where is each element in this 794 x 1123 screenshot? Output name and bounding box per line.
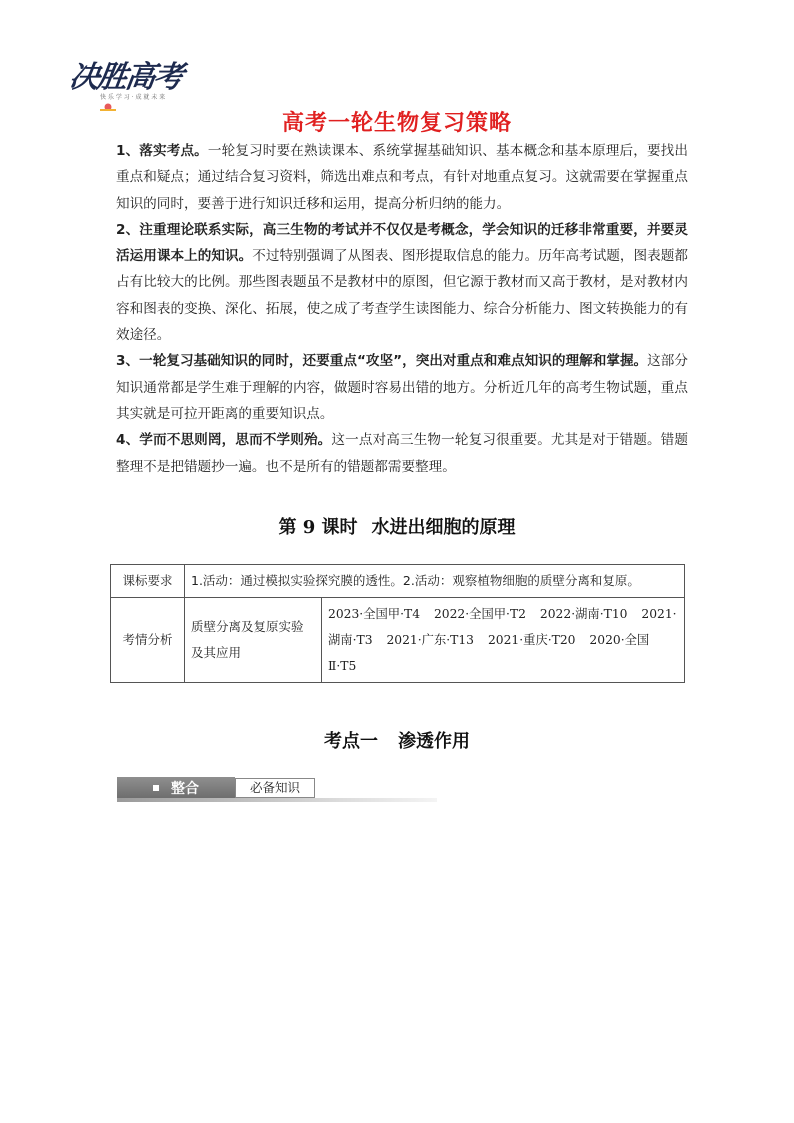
strategy-item-1-heading: 1、落实考点。	[116, 143, 208, 159]
strategy-item-3	[116, 348, 688, 427]
strategy-item-4	[116, 427, 688, 480]
exam-references	[322, 598, 685, 683]
exam-ref: 2021·广东·T13	[386, 633, 475, 647]
main-title: 高考一轮生物复习策略	[281, 111, 512, 136]
exam-ref: 2022·全国甲·T2	[433, 607, 526, 621]
strategy-item-4-heading: 4、学而不思则罔，思而不学则殆。	[116, 432, 332, 449]
square-bullet-icon	[153, 785, 159, 791]
lesson-title	[0, 513, 794, 539]
strategy-item-2-heading: 2、注重理论联系实际，高三生物的考试并不仅仅是考概念，学会知识的迁移非常重要，并要灵活运用课本上的知识。	[116, 221, 688, 265]
strategy-item-2-body: 不过特别强调了从图表、图形提取信息的能力。历年高考试题，图表题都占有比较大的比例。那些图表题虽不是教材中的原图，但它源于教材而又高于教材，是对教材内容和图表的变换、深化、拓展，使之成了考查学生读图能力、综合分析能力、图文转换能力的有效途径。	[116, 248, 689, 344]
strategy-item-3-heading: 3、一轮复习基础知识的同时，还要重点“攻坚”，突出对重点和难点知识的理解和掌握。	[116, 353, 648, 370]
strategy-section	[116, 138, 688, 480]
strategy-item-4-body: 这一点对高三生物一轮复习很重要。尤其是对于错题。错题整理不是把错题抄一遍。也不是所有的错题都需要整理。	[116, 432, 688, 475]
section-name: 渗透作用	[398, 731, 470, 752]
exam-ref: 2021·重庆·T20	[487, 633, 576, 647]
standards-label: 课标要求	[111, 565, 185, 598]
strategy-item-1-body: 一轮复习时要在熟读课本、系统掌握基础知识、基本概念和基本原理后，要找出重点和疑点；通过结合复习资料，筛选出难点和考点，有针对地重点复习。这就需要在掌握重点知识的同时，要善于进行知识迁移和运用，提高分析归纳的能力。	[116, 143, 688, 212]
section-number: 考点一	[324, 731, 378, 752]
strategy-item-3-body: 这部分知识通常都是学生难于理解的内容，做题时容易出错的地方。分析近几年的高考生物试题，重点其实就是可拉开距离的重要知识点。	[116, 353, 688, 422]
exam-ref: 2021·湖南·T3	[328, 607, 677, 647]
strategy-item-2	[116, 217, 688, 348]
banner-tab-label: 整合	[171, 780, 199, 797]
section-banner	[117, 777, 437, 801]
strategy-item-1	[116, 138, 688, 217]
banner-underline	[117, 798, 437, 802]
logo-text: 决胜高考	[67, 60, 184, 95]
exam-ref: 2022·湖南·T10	[539, 607, 628, 621]
logo-slogan: 快 乐 学 习 · 成 就 未 来	[100, 94, 166, 101]
table-row	[111, 598, 685, 683]
standards-text: 1.活动：通过模拟实验探究膜的透性。2.活动：观察植物细胞的质壁分离和复原。	[185, 565, 685, 598]
table-row	[111, 565, 685, 598]
exam-topic: 质壁分离及复原实验及其应用	[185, 598, 322, 683]
exam-ref: 2020·全国Ⅱ·T5	[328, 633, 650, 673]
curriculum-table	[110, 564, 685, 683]
banner-tab	[117, 777, 235, 798]
exam-analysis-label: 考情分析	[111, 598, 185, 683]
lesson-number: 第 9 课时	[278, 517, 358, 538]
lesson-name: 水进出细胞的原理	[371, 517, 516, 538]
section-title	[0, 727, 794, 753]
exam-ref: 2023·全国甲·T4	[328, 607, 421, 621]
banner-sublabel: 必备知识	[235, 778, 315, 798]
